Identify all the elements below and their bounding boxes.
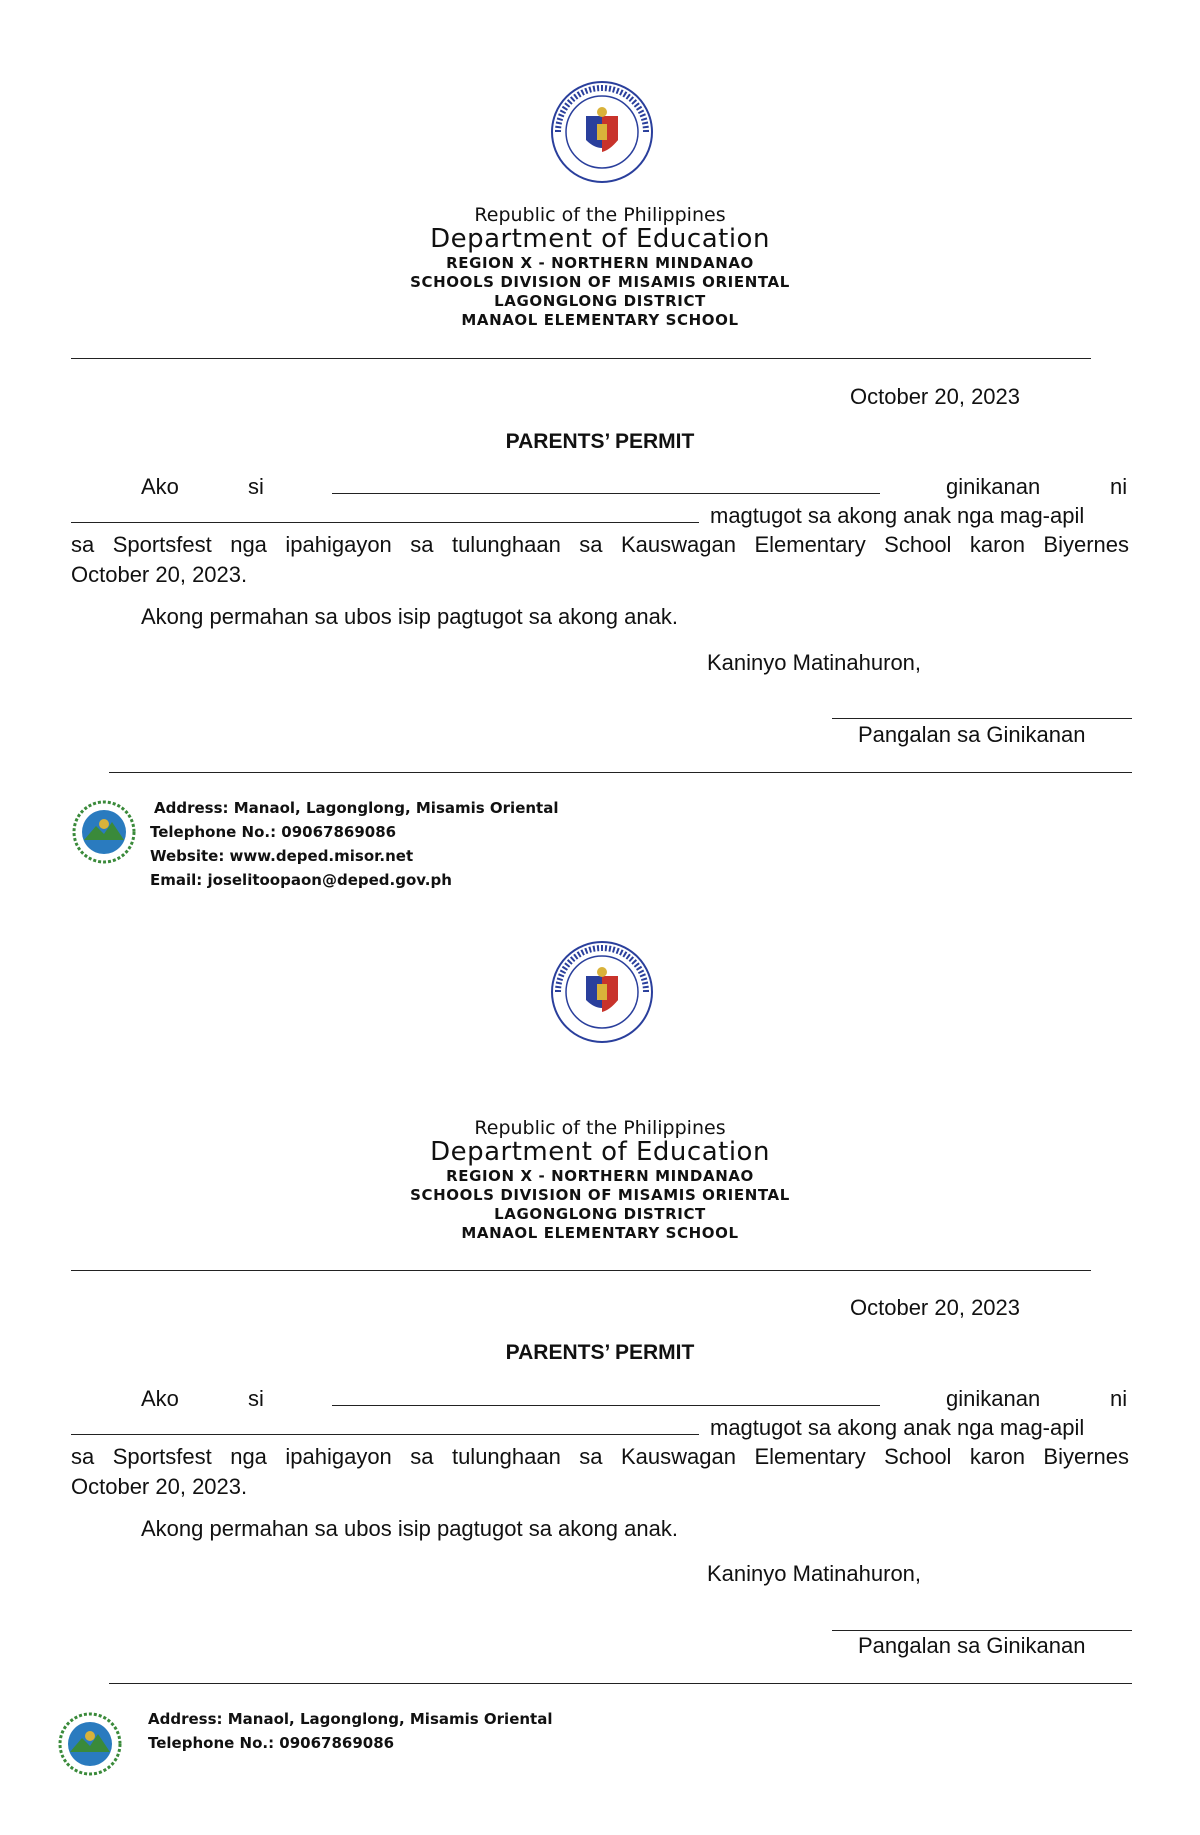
footer-website: Website: www.deped.misor.net — [150, 847, 414, 865]
word-ni: ni — [1110, 474, 1128, 499]
footer-telephone: Telephone No.: 09067869086 — [148, 1734, 395, 1752]
region-label: REGION X - NORTHERN MINDANAO — [446, 1167, 754, 1185]
department-name: Department of Education — [430, 1137, 770, 1167]
republic-label: Republic of the Philippines — [474, 204, 726, 226]
body-paragraph2: Akong permahan sa ubos isip pagtugot sa akong anak. — [141, 604, 678, 629]
republic-label: Republic of the Philippines — [474, 1117, 726, 1139]
header-divider — [71, 358, 1091, 359]
header-divider — [71, 1270, 1091, 1271]
permit-date: October 20, 2023 — [850, 1295, 1021, 1320]
word-ginikanan: ginikanan — [946, 474, 1041, 499]
child-name-blank[interactable] — [71, 502, 699, 523]
footer-contact — [148, 1707, 553, 1755]
division-logo-icon — [58, 1712, 122, 1776]
signature-label: Pangalan sa Ginikanan — [858, 1633, 1086, 1658]
closing-text: Kaninyo Matinahuron, — [707, 650, 922, 675]
permit-title: PARENTS’ PERMIT — [505, 430, 695, 453]
school-label: MANAOL ELEMENTARY SCHOOL — [461, 311, 739, 329]
footer-divider — [109, 772, 1132, 773]
footer-telephone: Telephone No.: 09067869086 — [150, 823, 397, 841]
deped-seal-icon — [550, 940, 654, 1044]
footer-contact — [150, 796, 559, 892]
division-label: SCHOOLS DIVISION OF MISAMIS ORIENTAL — [410, 273, 790, 291]
deped-seal-icon — [550, 80, 654, 184]
body-line3: sa Sportsfest nga ipahigayon sa tulunghaan sa Kauswagan Elementary School karon Biyernes — [71, 1444, 1129, 1469]
body-paragraph2: Akong permahan sa ubos isip pagtugot sa akong anak. — [141, 1516, 678, 1541]
parent-name-blank[interactable] — [332, 473, 880, 494]
signature-label: Pangalan sa Ginikanan — [858, 722, 1086, 747]
body-line2-tail: magtugot sa akong anak nga mag-apil — [710, 1415, 1085, 1440]
word-si: si — [248, 1386, 264, 1411]
footer-address: Address: Manaol, Lagonglong, Misamis Oriental — [154, 799, 559, 817]
district-label: LAGONGLONG DISTRICT — [494, 292, 706, 310]
signature-line[interactable] — [832, 718, 1132, 719]
signature-line[interactable] — [832, 1630, 1132, 1631]
word-ako: Ako — [141, 474, 179, 499]
footer-divider — [109, 1683, 1132, 1684]
district-label: LAGONGLONG DISTRICT — [494, 1205, 706, 1223]
permit-title: PARENTS’ PERMIT — [505, 1341, 695, 1364]
footer-address: Address: Manaol, Lagonglong, Misamis Oriental — [148, 1710, 553, 1728]
letterhead — [0, 204, 1200, 330]
body-line4: October 20, 2023. — [71, 1474, 248, 1499]
division-logo-icon — [72, 800, 136, 864]
body-line4: October 20, 2023. — [71, 562, 248, 587]
word-ni: ni — [1110, 1386, 1128, 1411]
parent-name-blank[interactable] — [332, 1385, 880, 1406]
body-line3: sa Sportsfest nga ipahigayon sa tulunghaan sa Kauswagan Elementary School karon Biyernes — [71, 532, 1129, 557]
department-name: Department of Education — [430, 224, 770, 254]
division-label: SCHOOLS DIVISION OF MISAMIS ORIENTAL — [410, 1186, 790, 1204]
closing-text: Kaninyo Matinahuron, — [707, 1561, 922, 1586]
region-label: REGION X - NORTHERN MINDANAO — [446, 254, 754, 272]
letterhead — [0, 1117, 1200, 1243]
footer-email: Email: joselitoopaon@deped.gov.ph — [150, 871, 452, 889]
word-ako: Ako — [141, 1386, 179, 1411]
word-ginikanan: ginikanan — [946, 1386, 1041, 1411]
body-line2-tail: magtugot sa akong anak nga mag-apil — [710, 503, 1085, 528]
child-name-blank[interactable] — [71, 1414, 699, 1435]
permit-date: October 20, 2023 — [850, 384, 1021, 409]
school-label: MANAOL ELEMENTARY SCHOOL — [461, 1224, 739, 1242]
word-si: si — [248, 474, 264, 499]
